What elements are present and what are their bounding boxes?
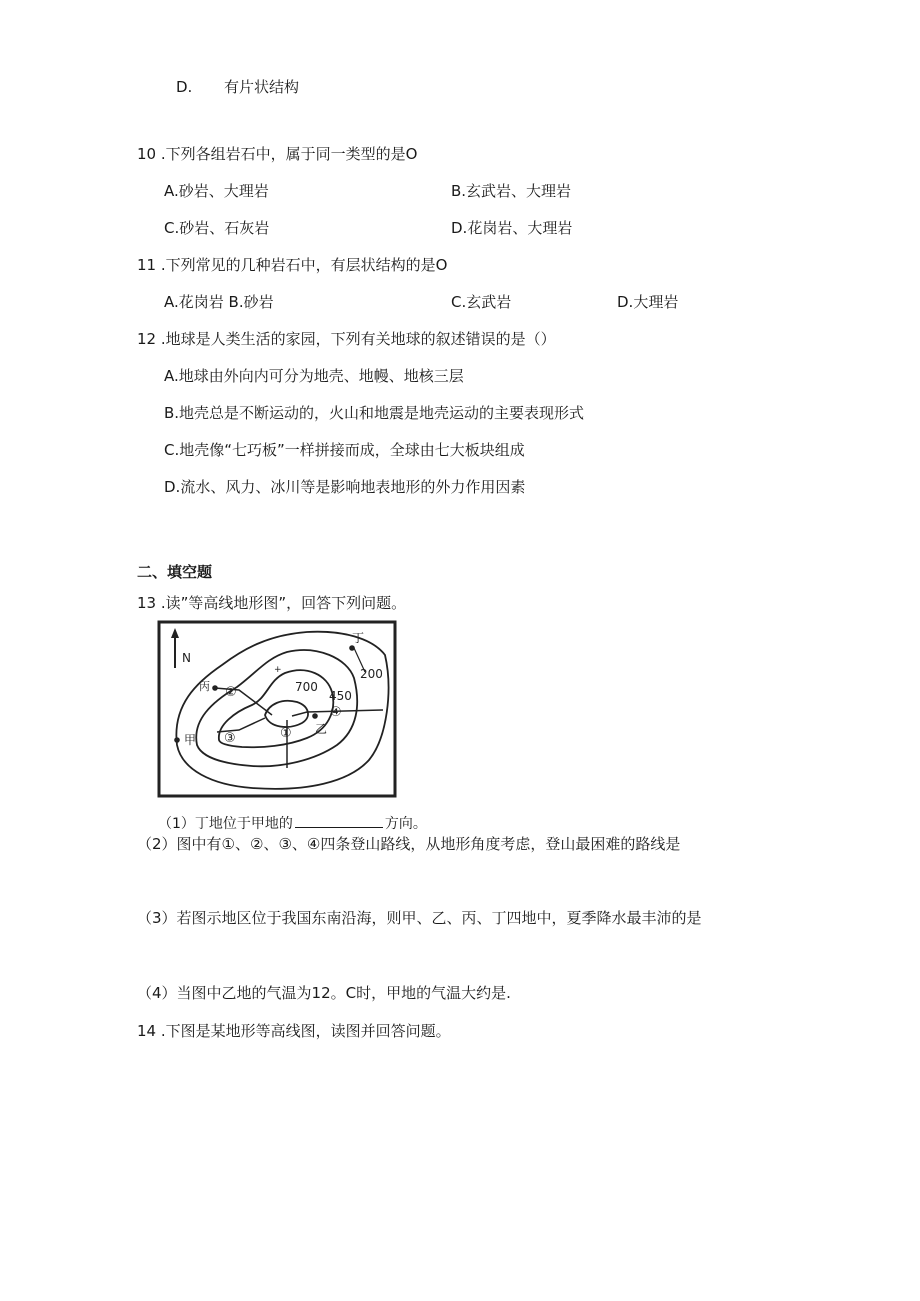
q13-sub1-blank[interactable] (295, 813, 383, 828)
route-label-2: ② (225, 685, 237, 700)
contour-label-700: 700 (295, 680, 318, 694)
q13-sub1 (158, 813, 427, 834)
q13-sub1-before: （1）丁地位于甲地的 (158, 816, 293, 832)
point-jia (174, 737, 180, 743)
q11-option-c: C.玄武岩 (451, 293, 512, 311)
route-label-1: ① (280, 726, 292, 741)
north-label: N (182, 651, 191, 665)
q12-stem: 12 .地球是人类生活的家园，下列有关地球的叙述错误的是（） (137, 330, 556, 348)
q11-option-ab: A.花岗岩 B.砂岩 (164, 293, 274, 311)
route-label-4: ④ (330, 705, 342, 720)
q11-option-d: D.大理岩 (617, 293, 679, 311)
q10-option-d: D.花岗岩、大理岩 (451, 219, 573, 237)
map-mark: + (274, 665, 282, 675)
place-ding: 丁 (352, 631, 365, 645)
q10-option-c: C.砂岩、石灰岩 (164, 219, 270, 237)
q12-option-a: A.地球由外向内可分为地壳、地幔、地核三层 (164, 367, 464, 385)
point-ding (349, 645, 355, 651)
contour-map (157, 620, 397, 798)
q9-option-d-text: 有片状结构 (224, 78, 300, 96)
place-bing: 丙 (199, 680, 210, 693)
q13-sub1-after: 方向。 (384, 816, 427, 832)
point-bing (212, 685, 218, 691)
place-yi: 乙 (315, 722, 328, 736)
q13-sub2: （2）图中有①、②、③、④四条登山路线，从地形角度考虑，登山最困难的路线是 (137, 835, 681, 853)
route-label-3: ③ (224, 731, 236, 746)
q13-sub3: （3）若图示地区位于我国东南沿海，则甲、乙、丙、丁四地中，夏季降水最丰沛的是 (137, 909, 702, 927)
q12-option-b: B.地壳总是不断运动的，火山和地震是地壳运动的主要表现形式 (164, 404, 585, 422)
q9-option-d-label: D. (176, 78, 193, 96)
q10-option-a: A.砂岩、大理岩 (164, 182, 269, 200)
point-yi (312, 713, 318, 719)
q12-option-c: C.地壳像“七巧板”一样拼接而成，全球由七大板块组成 (164, 441, 525, 459)
contour-label-450: 450 (329, 689, 352, 703)
q14-stem: 14 .下图是某地形等高线图，读图并回答问题。 (137, 1022, 451, 1040)
place-jia: 甲 (184, 733, 197, 747)
contour-label-200: 200 (360, 667, 383, 681)
q13-sub4: （4）当图中乙地的气温为12。C时，甲地的气温大约是. (137, 984, 511, 1002)
q11-stem: 11 .下列常见的几种岩石中，有层状结构的是O (137, 256, 448, 274)
q12-option-d: D.流水、风力、冰川等是影响地表地形的外力作用因素 (164, 478, 526, 496)
q10-option-b: B.玄武岩、大理岩 (451, 182, 572, 200)
q13-stem: 13 .读”等高线地形图”，回答下列问题。 (137, 594, 407, 612)
section-title-fill-in: 二、填空题 (137, 563, 213, 581)
q10-stem: 10 .下列各组岩石中，属于同一类型的是O (137, 145, 418, 163)
